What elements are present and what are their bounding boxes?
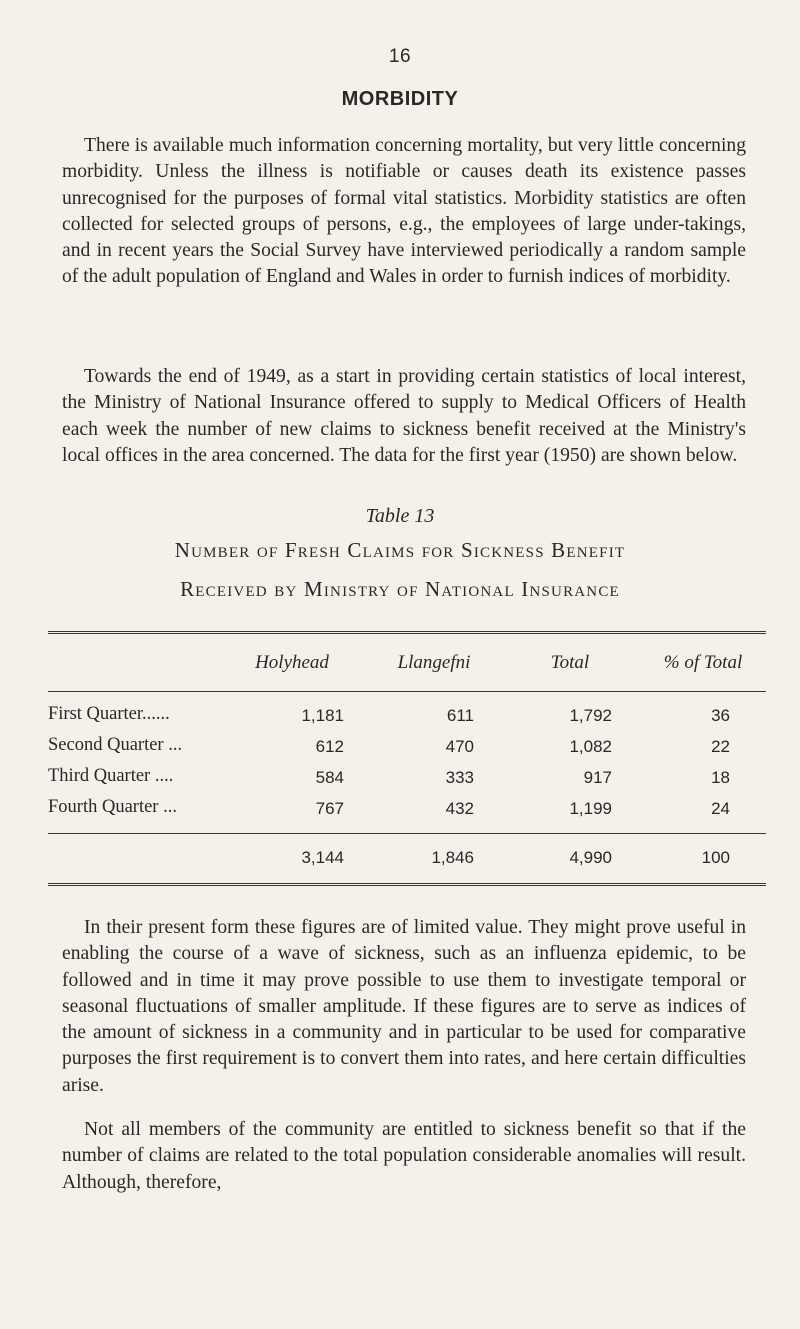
cell-third-total: 917 [583,768,612,787]
row-label-third-quarter: Third Quarter .... [48,766,174,786]
row-label-first-quarter: First Quarter...... [48,704,170,724]
paragraph-entitlement: Not all members of the community are entitled to sickness benefit so that if the number of claims are related to the total population considerable anomalies will result. Although, therefore, [62,1119,746,1193]
cell-fourth-holyhead: 767 [315,799,344,818]
cell-third-holyhead: 584 [315,768,344,787]
cell-second-llangefni: 470 [445,737,474,756]
table-total-rule [48,833,766,834]
total-total: 4,990 [569,848,612,867]
cell-first-holyhead: 1,181 [301,706,344,725]
total-llangefni: 1,846 [431,848,474,867]
section-heading: MORBIDITY [341,88,459,110]
cell-fourth-llangefni: 432 [445,799,474,818]
column-header-percent-of-total: % of Total [663,652,743,673]
table-top-rule [48,631,766,634]
table-bottom-rule [48,883,766,886]
cell-fourth-percent: 24 [711,799,730,818]
paragraph-limited-value: In their present form these figures are of limited value. They might prove useful in enabling the course of a wave of sickness, such as an influenza epidemic, to be followed and in time it may prove possible to use them to investigate temporal or seasonal fluctuations of smaller amplitude. If these figures are to serve as indices of the amount of sickness in a community and in particular to be used for comparative purposes the first requirement is to convert them into rates, and here certain difficulties arise. [62,917,746,1096]
cell-second-holyhead: 612 [315,737,344,756]
cell-third-percent: 18 [711,768,730,787]
paragraph-ministry-data: Towards the end of 1949, as a start in providing certain statistics of local interest, the Ministry of National Insurance offered to supply to Medical Officers of Health each week the number of new claims to sickness benefit received at the Ministry's local offices in the area concerned. The data for the first year (1950) are shown below. [62,366,746,466]
table-title-line-1: Number of Fresh Claims for Sickness Benefit [174,538,626,562]
cell-second-total: 1,082 [569,737,612,756]
cell-second-percent: 22 [711,737,730,756]
row-label-fourth-quarter: Fourth Quarter ... [48,797,177,817]
page-number: 16 [388,46,412,67]
column-header-holyhead: Holyhead [255,652,329,673]
paragraph-intro: There is available much information concerning mortality, but very little concerning morbidity. Unless the illness is notifiable or causes death its existence passes unrecognised for the purposes of formal vital statistics. Morbidity statistics are often collected for selected groups of persons, e.g., the employees of large under-takings, and in recent years the Social Survey have interviewed periodically a random sample of the adult population of England and Wales in order to furnish indices of morbidity. [62,135,746,288]
total-holyhead: 3,144 [301,848,344,867]
total-percent: 100 [701,848,730,867]
table-header-rule [48,691,766,692]
table-label: Table 13 [365,505,435,527]
cell-fourth-total: 1,199 [569,799,612,818]
cell-first-llangefni: 611 [446,706,474,725]
column-header-llangefni: Llangefni [397,652,471,673]
cell-first-percent: 36 [711,706,730,725]
column-header-total: Total [550,652,590,673]
row-label-second-quarter: Second Quarter ... [48,735,183,755]
cell-first-total: 1,792 [569,706,612,725]
cell-third-llangefni: 333 [445,768,474,787]
table-title-line-2: Received by Ministry of National Insurance [180,577,620,601]
